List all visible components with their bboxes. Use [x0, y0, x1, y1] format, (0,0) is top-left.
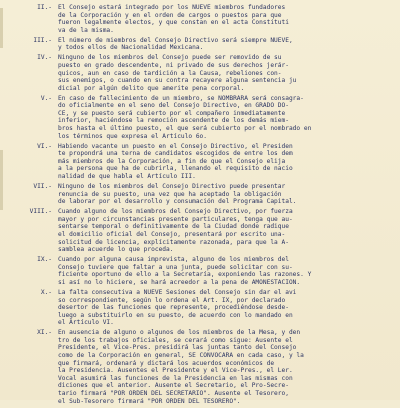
clause: [6, 289, 394, 327]
clause-line: diciones que el anterior. Ausente el Secretario, el Pro-Secre-: [58, 382, 289, 390]
clause-line: Habiendo vacante un puesto en el Consejo Directivo, el Presiden: [58, 142, 293, 150]
clause-line: El número de miembros del Consejo Directivo será siempre NUEVE,: [58, 36, 293, 44]
clause-line: ficiente oportuno de ello a la Secretaría, exponiendo las razones. Y: [58, 271, 312, 279]
clause-text: [58, 329, 394, 405]
clause: [6, 37, 394, 52]
clause-line: CE, y se puesto será cubierto por el compañero inmediatamente: [58, 109, 286, 117]
clause-line: Vocal asumirá las funciones de la Presidencia en las mismas con: [58, 374, 293, 382]
clause-number: III.-: [33, 36, 52, 44]
clause-line: el domicilio oficial del Consejo, presentará por escrito una-: [58, 230, 286, 238]
clause-line: En caso de fallecimiento de un miembro, se NOMBRARÁ será consagra-: [58, 94, 304, 102]
clause-line: fueron legalmente electos, y que constan en el acta Constituti: [58, 19, 289, 27]
clause-line: desertor de las funciones que represente, procediéndose desde-: [58, 304, 289, 312]
clause-number: IV.-: [37, 54, 52, 62]
clause: [6, 95, 394, 141]
clause-line: te propondrá una terna de candidatos escogidos de entre los dem: [58, 150, 293, 158]
clause: [6, 183, 394, 206]
document-body: [6, 4, 394, 408]
clause-line: do oficialmente en el seno del Consejo Directivo, en GRADO DO-: [58, 102, 289, 110]
clause-line: solicitud de licencia, explícitamente razonada, para que la A-: [58, 238, 289, 246]
clause-line: samblea acuerde lo que proceda.: [58, 246, 174, 254]
clause-line: sentarse temporal o definitivamente de la Ciudad donde radique: [58, 223, 289, 231]
clause-line: nalidad de que habla el Artículo III.: [58, 173, 196, 181]
paper-edge-mark: [0, 150, 3, 210]
clause-line: como de la Corporación en general, SE CONVOCARÁ en cada caso, y la: [58, 352, 304, 360]
clause-line: si así no lo hiciere, se hará acreedor a la pena de AMONESTACIÓN.: [58, 278, 301, 286]
clause-text: [58, 208, 394, 254]
clause-number: II.-: [37, 4, 52, 11]
clause: [6, 54, 394, 92]
clause: [6, 256, 394, 286]
clause-line: Ninguno de los miembros del Consejo Directivo puede presentar: [58, 183, 286, 191]
clause-line: que firmará, ordenará y dictará los acuerdos económicos de: [58, 359, 275, 367]
clause-number: IX.-: [37, 256, 52, 264]
clause-line: de laborar por el desarrollo y consumación del Programa Capital.: [58, 198, 297, 206]
clause-line: Ninguno de los miembros del Consejo puede ser removido de su: [58, 54, 282, 62]
clause-line: En ausencia de alguno o algunos de los miembros de la Mesa, y den: [58, 329, 301, 337]
clause-number: X.-: [40, 288, 52, 296]
clause-text: [58, 289, 394, 327]
clause-line: mayor y por circunstancias presente particulares, tenga que au-: [58, 215, 293, 223]
clause-number: XI.-: [37, 329, 52, 337]
clause-line: Cuando alguno de los miembros del Consejo Directivo, por fuerza: [58, 208, 293, 216]
clause-number: VII.-: [33, 183, 52, 191]
clause-line: de la Corporación y en el orden de cargos o puestos para que: [58, 11, 282, 19]
clause-line: El Consejo estará integrado por los NUEVE miembros fundadores: [58, 4, 286, 11]
clause-line: inferior, haciéndose la remoción ascendente de los demás miem-: [58, 117, 289, 125]
clause-line: renuncia de su puesto, una vez que ha aceptado la obligación: [58, 190, 282, 198]
clause-line: sus enemigos, o cuando en su contra recayere alguna sentencia ju: [58, 77, 297, 85]
clause-line: a la persona que ha de cubrirla, llenando el requisito de nacio: [58, 165, 293, 173]
clause-line: luego a substituirlo en su puesto, de acuerdo con lo mandado en: [58, 311, 293, 319]
clause-line: los términos que expresa el Artículo 6o.: [58, 132, 208, 140]
clause-line: Cuando por alguna causa imprevista, alguno de los miembros del: [58, 256, 289, 264]
clause-number: VI.-: [37, 142, 52, 150]
clause-line: bros hasta el último puesto, el que será cubierto por el nombrado en: [58, 125, 312, 133]
clause: [6, 4, 394, 34]
clause-line: dicial por algún delito que amerite pena corporal.: [58, 84, 245, 92]
clause-number: V.-: [40, 94, 52, 102]
clause-line: va de la misma.: [58, 26, 114, 34]
paper-edge-mark: [0, 8, 3, 48]
clause-text: [58, 37, 394, 52]
clause: [6, 329, 394, 405]
clause-text: [58, 95, 394, 141]
clause-line: el Artículo VI.: [58, 319, 114, 327]
clause-number: VIII.-: [29, 208, 52, 216]
clause-text: [58, 54, 394, 92]
clause-line: el Sub-Tesorero firmará "POR ORDEN DEL TESORERO".: [58, 397, 241, 405]
clause-line: quicos, aun en caso de tardición a la Causa, rebeliones con-: [58, 69, 282, 77]
clause-line: y todos ellos de Nacionalidad Mexicana.: [58, 44, 204, 52]
clause: [6, 143, 394, 181]
clause-line: tario firmará "POR ORDEN DEL SECRETARIO". Ausente el Tesorero,: [58, 390, 289, 398]
clause-line: La falta consecutiva a NUEVE Sesiones del Consejo sin dar el avi: [58, 288, 297, 296]
clause-line: la Presidencia. Ausentes el Presidente y el Vice-Pres., el Ler.: [58, 367, 293, 375]
clause-text: [58, 256, 394, 286]
clause-line: más miembros de la Corporación, a fin de que el Consejo elija: [58, 157, 286, 165]
clause-line: Presidente, el Vice-Pres. presidirá las juntas tanto del Consejo: [58, 344, 297, 352]
clause-text: [58, 4, 394, 34]
clause-line: tro de los trabajos oficiales, se cerará como sigue: Ausente el: [58, 336, 293, 344]
clause: [6, 208, 394, 254]
clause-line: so correspondiente, según lo ordena el Art. IX, por declarado: [58, 296, 286, 304]
clause-text: [58, 183, 394, 206]
clause-line: Consejo tuviere que faltar a una junta, puede solicitar con su-: [58, 263, 293, 271]
clause-text: [58, 143, 394, 181]
clause-line: puesto en grado descendente, ni privado de sus derechos jerár-: [58, 61, 289, 69]
